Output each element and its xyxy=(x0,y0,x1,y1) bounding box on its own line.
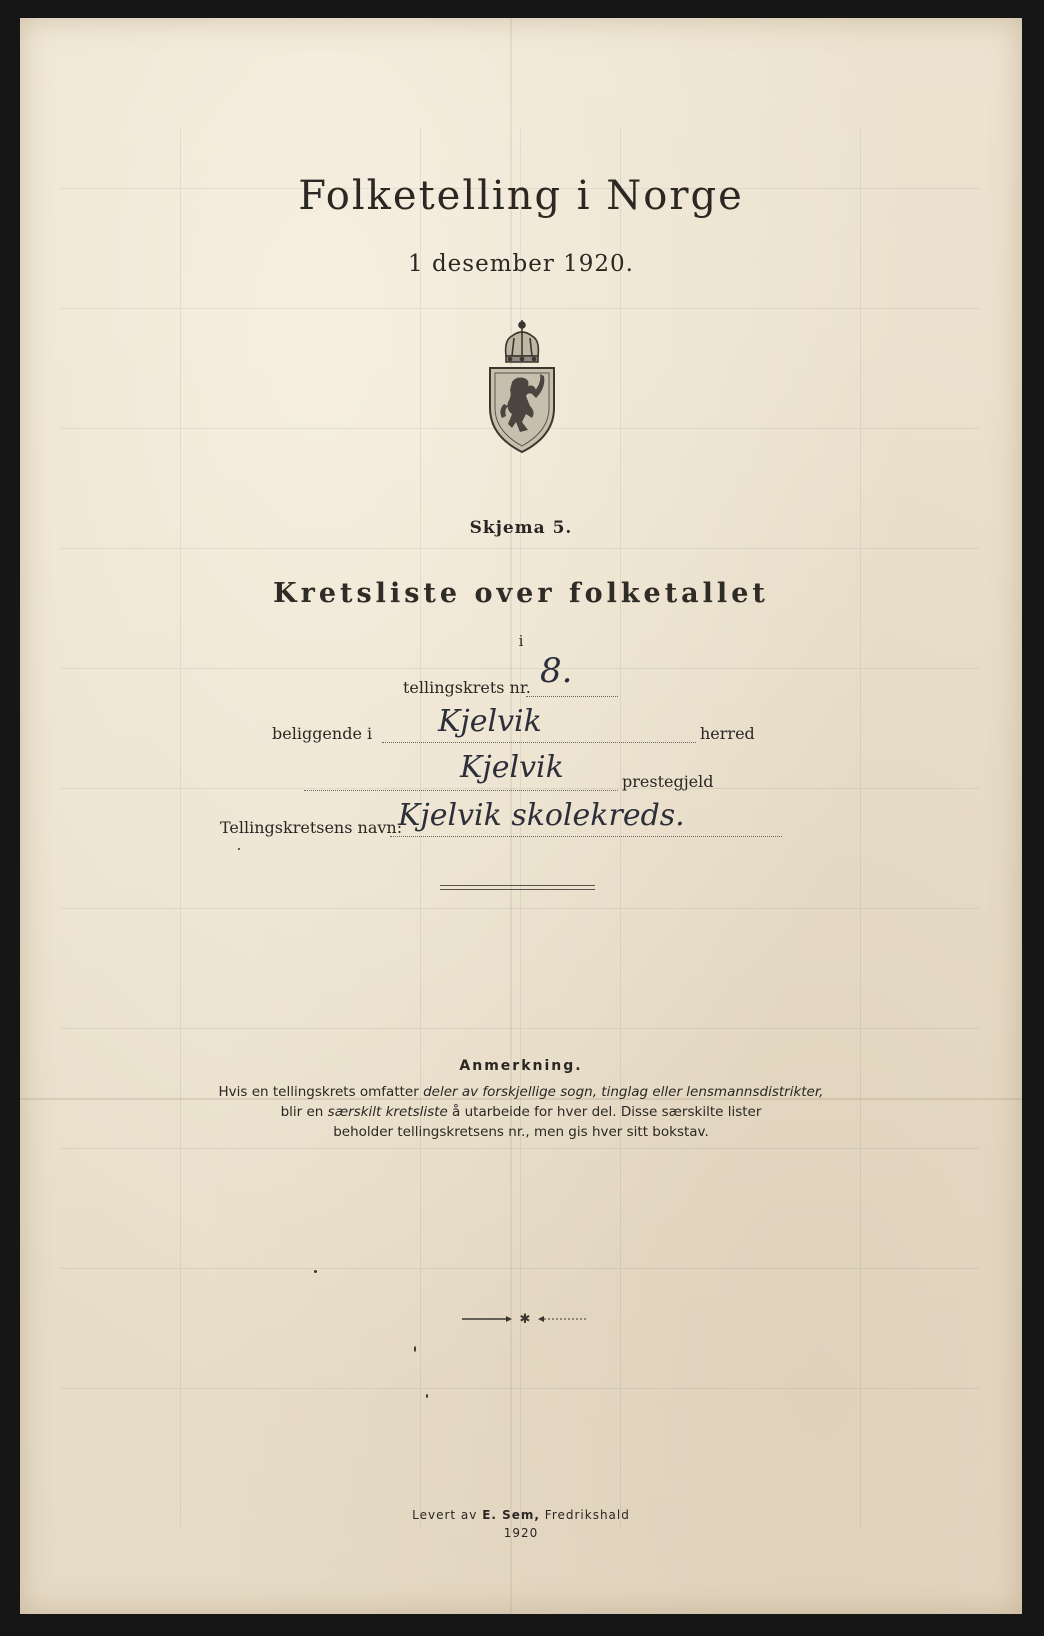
census-date: 1 desember 1920. xyxy=(408,251,634,277)
printer-imprint xyxy=(20,1506,1022,1542)
note-line-2-emphasis: særskilt kretsliste xyxy=(327,1104,448,1120)
tellingskrets-label: tellingskrets nr. xyxy=(403,678,531,697)
ink-speck xyxy=(414,1346,416,1352)
connector-word: i xyxy=(518,632,524,650)
prestegjeld-value: Kjelvik xyxy=(460,750,564,785)
census-form-page xyxy=(20,18,1022,1614)
note-line-3: beholder tellingskretsens nr., men gis hver sitt bokstav. xyxy=(333,1124,709,1140)
note-line-2-tail: å utarbeide for hver del. Disse særskilte lister xyxy=(447,1104,762,1120)
navn-value: Kjelvik skolekreds. xyxy=(398,798,685,833)
tellingskrets-line xyxy=(526,696,618,697)
ornament-divider-icon xyxy=(460,1312,590,1326)
beliggende-label: beliggende i xyxy=(272,724,373,743)
herred-label: herred xyxy=(700,724,755,743)
printer-name: E. Sem, xyxy=(482,1508,540,1522)
navn-label: Tellingskretsens navn: xyxy=(220,818,403,837)
note-line-1 xyxy=(20,1082,1022,1102)
ink-speck xyxy=(426,1394,428,1398)
prestegjeld-label: prestegjeld xyxy=(622,772,714,791)
note-line-2 xyxy=(20,1102,1022,1122)
printer-city: Fredrikshald xyxy=(539,1508,630,1522)
note-line-1-text: Hvis en tellingskrets omfatter xyxy=(218,1084,424,1100)
note-line-1-emphasis: deler av forskjellige sogn, tinglag eller lensmannsdistrikter, xyxy=(423,1084,824,1100)
ink-speck xyxy=(238,848,240,850)
divider-rule xyxy=(440,885,595,890)
schema-number: Skjema 5. xyxy=(469,518,573,538)
note-heading: Anmerkning. xyxy=(459,1058,583,1074)
note-line-2-text: blir en xyxy=(280,1104,328,1120)
herred-value: Kjelvik xyxy=(438,704,542,739)
printer-year: 1920 xyxy=(503,1526,539,1540)
navn-line xyxy=(390,836,782,837)
ink-speck xyxy=(314,1270,317,1273)
norwegian-coat-of-arms-icon xyxy=(482,318,562,458)
svg-text:✱: ✱ xyxy=(519,1312,531,1326)
printer-pre: Levert av xyxy=(412,1508,483,1522)
document-title: Folketelling i Norge xyxy=(298,173,744,219)
prestegjeld-line xyxy=(304,790,618,791)
tellingskrets-value: 8. xyxy=(540,651,573,691)
form-subtitle: Kretsliste over folketallet xyxy=(273,578,769,609)
herred-line xyxy=(382,742,696,743)
